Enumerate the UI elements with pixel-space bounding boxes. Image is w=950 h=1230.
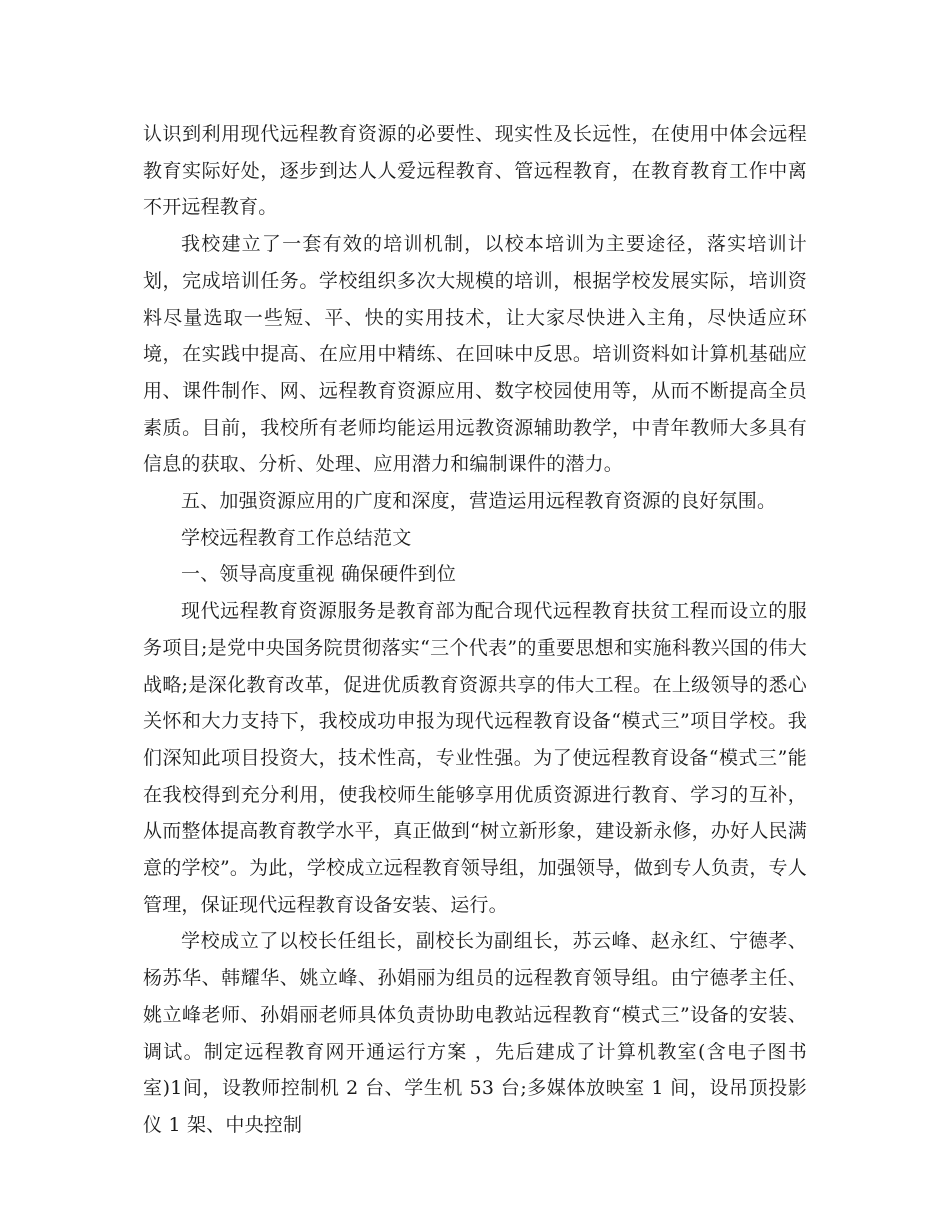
paragraph-1: 认识到利用现代远程教育资源的必要性、现实性及长远性，在使用中体会远程教育实际好处，逐步到达人人爱远程教育、管远程教育，在教育教育工作中离不开远程教育。 <box>143 123 807 219</box>
paragraph-4-section-title: 学校远程教育工作总结范文 <box>181 526 412 549</box>
paragraph-5-heading-one: 一、领导高度重视 确保硬件到位 <box>181 563 457 586</box>
paragraph-6: 现代远程教育资源服务是教育部为配合现代远程教育扶贫工程而设立的服务项目;是党中央国务院贯彻落实“三个代表”的重要思想和实施科教兴国的伟大战略;是深化教育改革，促进优质教育资源共享的伟大工程。在上级领导的悉心关怀和大力支持下，我校成功申报为现代远程教育设备“模式三”项目学校。我们深知此项目投资大，技术性高，专业性强。为了使远程教育设备“模式三”能在我校得到充分利用，使我校师生能够享用优质资源进行教育、学习的互补，从而整体提高教育教学水平，真正做到“树立新形象，建设新永修，办好人民满意的学校”。为此，学校成立远程教育领导组，加强领导，做到专人负责，专人管理，保证现代远程教育设备安装、运行。 <box>143 600 807 916</box>
paragraph-3-heading-five: 五、加强资源应用的广度和深度，营造运用远程教育资源的良好氛围。 <box>181 490 777 513</box>
paragraph-2: 我校建立了一套有效的培训机制，以校本培训为主要途径，落实培训计划，完成培训任务。学校组织多次大规模的培训，根据学校发展实际，培训资料尽量选取一些短、平、快的实用技术，让大家尽快进入主角，尽快适应环境，在实践中提高、在应用中精练、在回味中反思。培训资料如计算机基础应用、课件制作、网、远程教育资源应用、数字校园使用等，从而不断提高全员素质。目前，我校所有老师均能运用远教资源辅助教学，中青年教师大多具有信息的获取、分析、处理、应用潜力和编制课件的潜力。 <box>143 233 807 476</box>
paragraph-7: 学校成立了以校长任组长，副校长为副组长，苏云峰、赵永红、宁德孝、杨苏华、韩耀华、姚立峰、孙娟丽为组员的远程教育领导组。由宁德孝主任、姚立峰老师、孙娟丽老师具体负责协助电教站远程教育“模式三”设备的安装、调试。制定远程教育网开通运行方案 ，先后建成了计算机教室(含电子图书室)1间，设教师控制机 2 台、学生机 53 台;多媒体放映室 1 间，设吊顶投影仪 1 架、中央控制 <box>143 930 807 1136</box>
document-page <box>143 116 807 1144</box>
